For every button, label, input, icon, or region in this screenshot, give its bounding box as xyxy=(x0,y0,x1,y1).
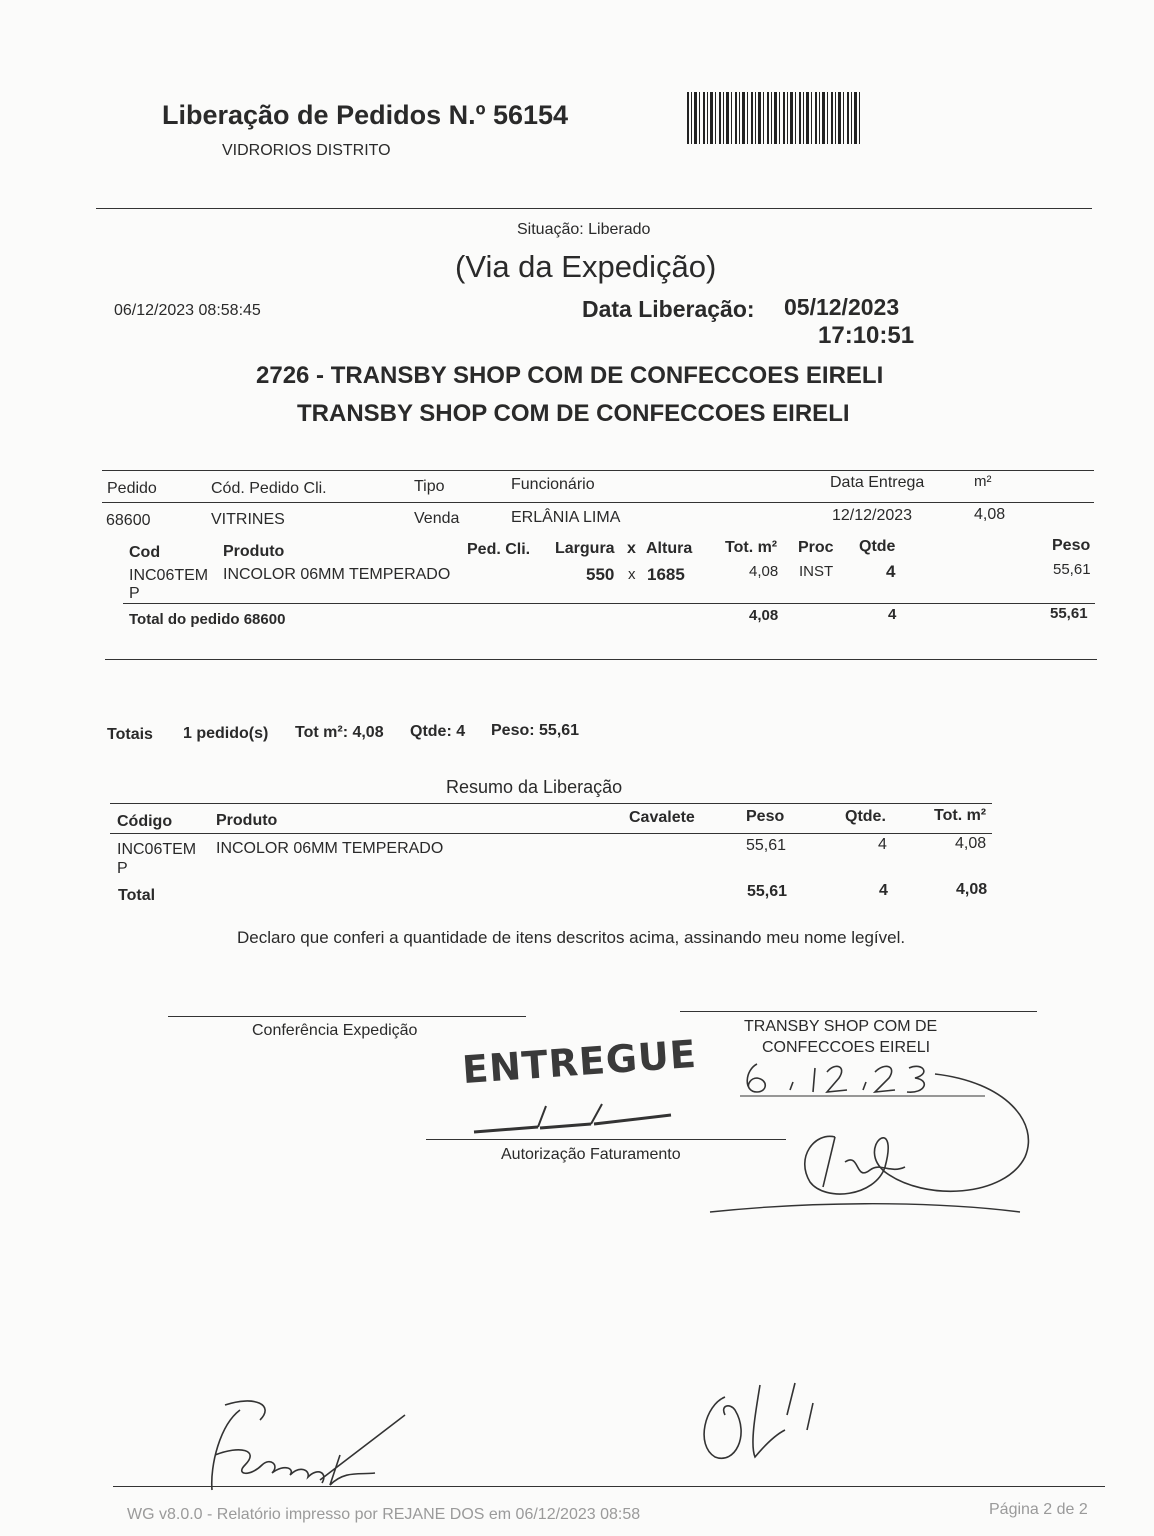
summary-tot-m2: 4,08 xyxy=(955,835,987,852)
divider xyxy=(110,833,992,834)
client-signature-line1: TRANSBY SHOP COM DE xyxy=(744,1018,938,1035)
divider xyxy=(105,659,1097,660)
summary-total-tot-m2: 4,08 xyxy=(956,881,988,898)
item-header-produto: Produto xyxy=(223,543,285,560)
order-total-label: Total do pedido 68600 xyxy=(129,611,286,628)
order-total-tot-m2: 4,08 xyxy=(749,607,779,624)
order-data-entrega: 12/12/2023 xyxy=(832,507,913,524)
summary-produto: INCOLOR 06MM TEMPERADO xyxy=(216,840,444,857)
divider xyxy=(110,803,992,804)
divider xyxy=(102,502,1094,503)
summary-header-codigo: Código xyxy=(117,813,173,830)
totals-pedidos: 1 pedido(s) xyxy=(183,725,269,742)
print-datetime: 06/12/2023 08:58:45 xyxy=(114,302,261,319)
col-header-funcionario: Funcionário xyxy=(511,476,595,493)
item-header-ped-cli: Ped. Cli. xyxy=(467,541,531,558)
summary-title: Resumo da Liberação xyxy=(446,777,623,797)
totals-qtde: Qtde: 4 xyxy=(410,723,466,740)
item-header-peso: Peso xyxy=(1052,537,1091,554)
item-peso: 55,61 xyxy=(1053,561,1091,578)
signature-line xyxy=(168,1016,526,1017)
divider xyxy=(96,208,1092,209)
order-pedido: 68600 xyxy=(106,512,151,529)
totals-tot-m2: Tot m²: 4,08 xyxy=(295,724,384,741)
client-signature-line2: CONFECCOES EIRELI xyxy=(762,1039,931,1056)
col-header-data-entrega: Data Entrega xyxy=(830,474,925,491)
summary-qtde: 4 xyxy=(878,836,887,853)
signature-scribble-left xyxy=(200,1395,415,1495)
order-total-peso: 55,61 xyxy=(1050,605,1088,622)
col-header-tipo: Tipo xyxy=(414,478,445,495)
item-header-proc: Proc xyxy=(798,539,834,556)
summary-total-label: Total xyxy=(118,887,156,904)
item-header-cod: Cod xyxy=(129,544,161,561)
client-signature xyxy=(705,1062,1035,1222)
footer-divider xyxy=(113,1486,1105,1487)
summary-header-cavalete: Cavalete xyxy=(629,809,695,826)
order-funcionario: ERLÂNIA LIMA xyxy=(511,509,621,526)
order-cod-pedido-cli: VITRINES xyxy=(211,511,285,528)
totals-label: Totais xyxy=(107,726,153,743)
item-qtde: 4 xyxy=(886,562,896,581)
col-header-cod-pedido-cli: Cód. Pedido Cli. xyxy=(211,480,327,497)
summary-total-peso: 55,61 xyxy=(747,883,788,900)
signature-scribble-right xyxy=(695,1375,835,1465)
totals-peso: Peso: 55,61 xyxy=(491,722,580,739)
client-name-line1: 2726 - TRANSBY SHOP COM DE CONFECCOES EIRELI xyxy=(256,362,884,389)
item-header-tot-m2: Tot. m² xyxy=(725,539,778,556)
order-total-qtde: 4 xyxy=(888,606,897,623)
item-tot-m2: 4,08 xyxy=(749,563,779,580)
release-date: 05/12/2023 xyxy=(784,294,900,320)
document-title: Liberação de Pedidos N.º 56154 xyxy=(162,100,569,130)
client-name-line2: TRANSBY SHOP COM DE CONFECCOES EIRELI xyxy=(297,400,850,427)
summary-codigo-cont: P xyxy=(117,860,128,877)
summary-codigo: INC06TEM xyxy=(117,841,197,858)
item-altura: 1685 xyxy=(647,565,685,584)
col-header-m2: m² xyxy=(974,473,992,490)
declaration-text: Declaro que conferi a quantidade de itens descritos acima, assinando meu nome legível. xyxy=(237,928,906,947)
copy-label: (Via da Expedição) xyxy=(455,249,717,284)
summary-header-produto: Produto xyxy=(216,812,278,829)
release-time: 17:10:51 xyxy=(818,322,915,349)
summary-peso: 55,61 xyxy=(746,837,787,854)
summary-header-peso: Peso xyxy=(746,808,785,825)
summary-header-tot-m2: Tot. m² xyxy=(934,807,987,824)
release-label: Data Liberação: xyxy=(582,296,755,322)
item-largura: 550 xyxy=(586,565,615,584)
status-text: Situação: Liberado xyxy=(517,221,651,238)
company-name: VIDRORIOS DISTRITO xyxy=(222,142,391,159)
stamp-date-lines xyxy=(466,1098,681,1142)
footer-page: Página 2 de 2 xyxy=(989,1501,1088,1518)
item-cod: INC06TEM xyxy=(129,567,209,584)
item-header-qtde: Qtde xyxy=(859,538,896,555)
delivered-stamp: ENTREGUE xyxy=(460,1031,699,1093)
summary-total-qtde: 4 xyxy=(879,882,888,899)
item-cod-cont: P xyxy=(129,585,140,602)
col-header-pedido: Pedido xyxy=(107,480,157,497)
order-m2: 4,08 xyxy=(974,506,1006,523)
divider xyxy=(102,470,1094,471)
item-proc: INST xyxy=(799,563,834,580)
item-header-x: x xyxy=(627,540,636,557)
summary-header-qtde: Qtde. xyxy=(845,808,886,825)
autorizacao-label: Autorização Faturamento xyxy=(501,1146,681,1163)
item-header-largura: Largura xyxy=(555,540,615,557)
conferencia-label: Conferência Expedição xyxy=(252,1022,418,1039)
item-produto: INCOLOR 06MM TEMPERADO xyxy=(223,566,451,583)
footer-report: WG v8.0.0 - Relatório impresso por REJANE DOS em 06/12/2023 08:58 xyxy=(127,1506,641,1523)
signature-line xyxy=(680,1011,1037,1012)
item-header-altura: Altura xyxy=(646,540,693,557)
item-x: x xyxy=(628,566,636,583)
divider xyxy=(123,603,1095,604)
barcode xyxy=(687,92,863,144)
order-tipo: Venda xyxy=(414,510,460,527)
